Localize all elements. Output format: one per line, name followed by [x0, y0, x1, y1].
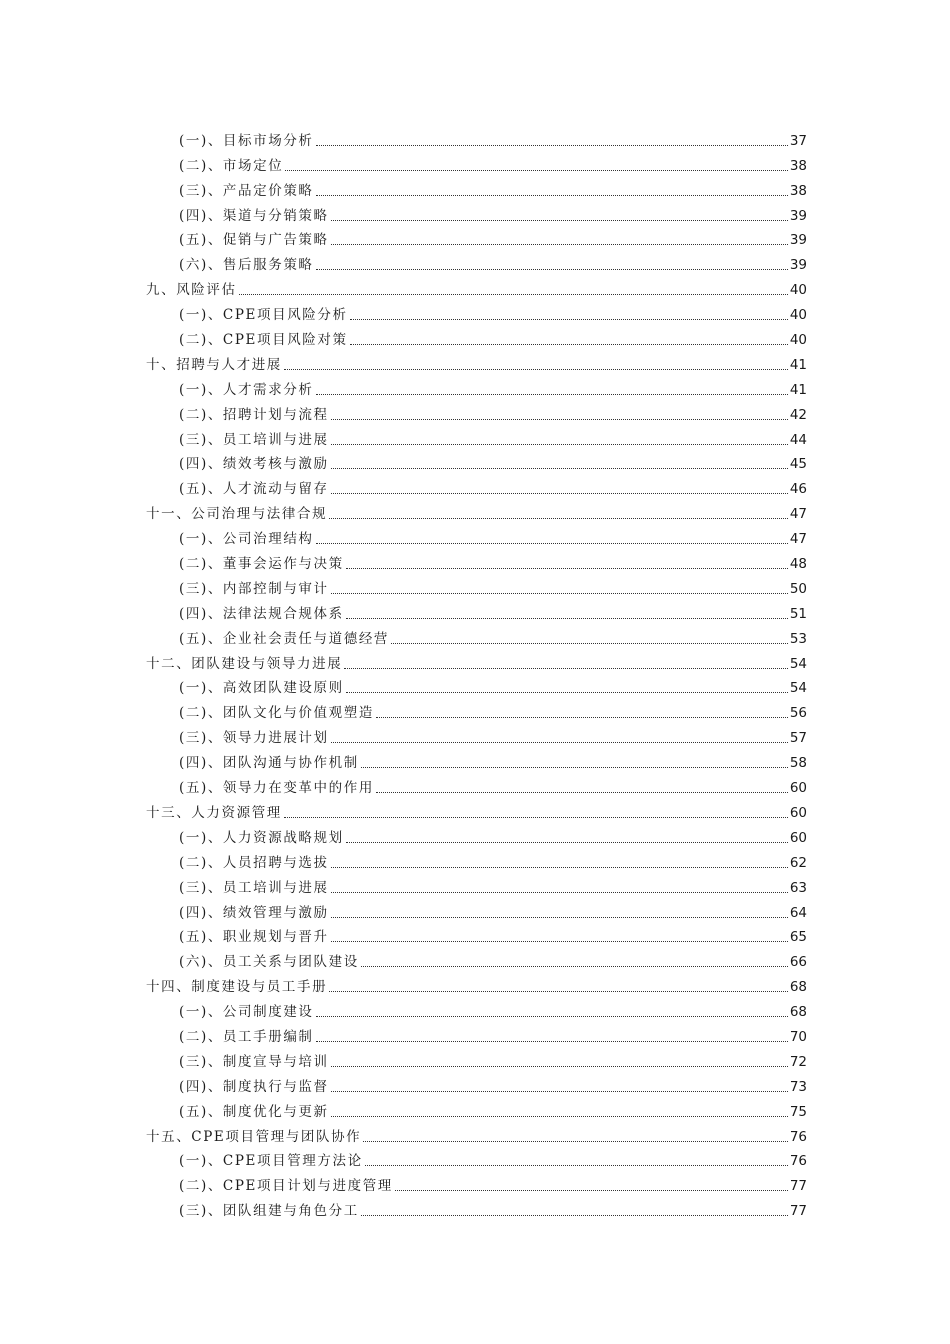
toc-entry-label: (一)、目标市场分析: [179, 132, 314, 149]
toc-section-entry[interactable]: [0, 946, 807, 971]
toc-entry-label: (二)、员工手册编制: [179, 1028, 314, 1045]
toc-page-number: 68: [789, 1004, 807, 1021]
toc-dot-leader: [331, 468, 788, 469]
toc-chapter-entry[interactable]: [0, 648, 807, 673]
toc-chapter-entry[interactable]: [0, 274, 807, 299]
toc-dot-leader: [331, 220, 788, 221]
toc-section-entry[interactable]: [0, 1071, 807, 1096]
toc-entry-label: 十四、制度建设与员工手册: [146, 979, 328, 996]
toc-section-entry[interactable]: [0, 324, 807, 349]
toc-entry-label: (五)、职业规划与晋升: [179, 929, 329, 946]
toc-dot-leader: [316, 269, 788, 270]
toc-dot-leader: [316, 195, 788, 196]
toc-section-entry[interactable]: [0, 822, 807, 847]
toc-dot-leader: [329, 991, 788, 992]
toc-page-number: 54: [789, 680, 807, 697]
toc-page-number: 39: [789, 207, 807, 224]
toc-entry-label: (四)、渠道与分销策略: [179, 207, 329, 224]
toc-entry-label: 十二、团队建设与领导力进展: [146, 655, 343, 672]
toc-dot-leader: [361, 767, 788, 768]
toc-dot-leader: [284, 369, 788, 370]
toc-section-entry[interactable]: [0, 1096, 807, 1121]
toc-entry-label: (一)、公司治理结构: [179, 531, 314, 548]
toc-section-entry[interactable]: [0, 772, 807, 797]
toc-dot-leader: [346, 692, 788, 693]
toc-section-entry[interactable]: [0, 722, 807, 747]
toc-entry-label: (二)、市场定位: [179, 157, 284, 174]
toc-entry-label: (一)、CPE项目管理方法论: [179, 1153, 363, 1170]
toc-entry-label: (六)、员工关系与团队建设: [179, 954, 359, 971]
toc-entry-label: 十、招聘与人才进展: [146, 356, 282, 373]
toc-section-entry[interactable]: [0, 249, 807, 274]
toc-section-entry[interactable]: [0, 1170, 807, 1195]
toc-page-number: 50: [789, 580, 807, 597]
toc-section-entry[interactable]: [0, 225, 807, 250]
toc-entry-label: (一)、人才需求分析: [179, 381, 314, 398]
toc-page-number: 60: [789, 829, 807, 846]
toc-dot-leader: [361, 1215, 788, 1216]
toc-page-number: 38: [789, 182, 807, 199]
toc-entry-label: (三)、员工培训与进展: [179, 431, 329, 448]
toc-section-entry[interactable]: [0, 1195, 807, 1220]
toc-page-number: 77: [789, 1178, 807, 1195]
toc-entry-label: (五)、人才流动与留存: [179, 481, 329, 498]
toc-dot-leader: [331, 941, 788, 942]
toc-page-number: 56: [789, 705, 807, 722]
toc-section-entry[interactable]: [0, 673, 807, 698]
toc-dot-leader: [331, 1066, 788, 1067]
toc-entry-label: (三)、制度宣导与培训: [179, 1053, 329, 1070]
toc-entry-label: (一)、高效团队建设原则: [179, 680, 344, 697]
toc-section-entry[interactable]: [0, 1046, 807, 1071]
toc-entry-label: 十一、公司治理与法律合规: [146, 506, 328, 523]
toc-section-entry[interactable]: [0, 697, 807, 722]
toc-section-entry[interactable]: [0, 374, 807, 399]
toc-section-entry[interactable]: [0, 922, 807, 947]
toc-chapter-entry[interactable]: [0, 498, 807, 523]
toc-entry-label: (五)、领导力在变革中的作用: [179, 780, 374, 797]
toc-page-number: 70: [789, 1028, 807, 1045]
toc-dot-leader: [284, 817, 788, 818]
toc-page-number: 73: [789, 1078, 807, 1095]
toc-page-number: 57: [789, 730, 807, 747]
toc-dot-leader: [376, 792, 788, 793]
toc-section-entry[interactable]: [0, 548, 807, 573]
toc-dot-leader: [391, 643, 788, 644]
toc-page-number: 41: [789, 381, 807, 398]
toc-page-number: 40: [789, 282, 807, 299]
toc-entry-label: (三)、员工培训与进展: [179, 879, 329, 896]
toc-page-number: 41: [789, 356, 807, 373]
toc-dot-leader: [361, 966, 788, 967]
toc-dot-leader: [329, 518, 788, 519]
toc-dot-leader: [331, 593, 788, 594]
toc-dot-leader: [239, 294, 788, 295]
toc-entry-label: (五)、企业社会责任与道德经营: [179, 630, 390, 647]
toc-entry-label: (一)、公司制度建设: [179, 1004, 314, 1021]
toc-page-number: 37: [789, 132, 807, 149]
toc-entry-label: (二)、CPE项目风险对策: [179, 332, 348, 349]
toc-entry-label: (四)、绩效管理与激励: [179, 904, 329, 921]
toc-entry-label: (一)、人力资源战略规划: [179, 829, 344, 846]
toc-dot-leader: [331, 244, 788, 245]
toc-page-number: 39: [789, 257, 807, 274]
toc-dot-leader: [346, 618, 788, 619]
toc-entry-label: (四)、法律法规合规体系: [179, 605, 344, 622]
toc-dot-leader: [331, 1091, 788, 1092]
toc-dot-leader: [331, 444, 788, 445]
toc-page-number: 63: [789, 879, 807, 896]
toc-page-number: 66: [789, 954, 807, 971]
toc-dot-leader: [316, 543, 788, 544]
toc-page-number: 47: [789, 506, 807, 523]
toc-dot-leader: [376, 717, 788, 718]
toc-dot-leader: [346, 568, 788, 569]
toc-section-entry[interactable]: [0, 573, 807, 598]
toc-section-entry[interactable]: [0, 150, 807, 175]
toc-page-number: 77: [789, 1203, 807, 1220]
toc-dot-leader: [346, 842, 788, 843]
toc-section-entry[interactable]: [0, 872, 807, 897]
toc-dot-leader: [331, 917, 788, 918]
toc-entry-label: (三)、产品定价策略: [179, 182, 314, 199]
toc-section-entry[interactable]: [0, 473, 807, 498]
toc-entry-label: (三)、内部控制与审计: [179, 580, 329, 597]
toc-section-entry[interactable]: [0, 847, 807, 872]
toc-page-number: 60: [789, 780, 807, 797]
toc-page-number: 65: [789, 929, 807, 946]
toc-chapter-entry[interactable]: [0, 971, 807, 996]
toc-page-number: 39: [789, 232, 807, 249]
toc-dot-leader: [316, 394, 788, 395]
toc-dot-leader: [331, 419, 788, 420]
toc-entry-label: (三)、领导力进展计划: [179, 730, 329, 747]
toc-page-number: 48: [789, 556, 807, 573]
toc-page-number: 68: [789, 979, 807, 996]
toc-section-entry[interactable]: [0, 399, 807, 424]
toc-dot-leader: [285, 170, 787, 171]
toc-dot-leader: [316, 1041, 788, 1042]
toc-entry-label: (五)、制度优化与更新: [179, 1103, 329, 1120]
toc-section-entry[interactable]: [0, 747, 807, 772]
toc-page-number: 76: [789, 1128, 807, 1145]
toc-entry-label: (二)、人员招聘与选拔: [179, 854, 329, 871]
table-of-contents: [0, 125, 950, 1220]
toc-page-number: 53: [789, 630, 807, 647]
toc-entry-label: (六)、售后服务策略: [179, 257, 314, 274]
toc-dot-leader: [331, 892, 788, 893]
toc-page-number: 38: [789, 157, 807, 174]
toc-page-number: 64: [789, 904, 807, 921]
toc-dot-leader: [365, 1165, 788, 1166]
toc-section-entry[interactable]: [0, 897, 807, 922]
toc-section-entry[interactable]: [0, 200, 807, 225]
toc-entry-label: (四)、绩效考核与激励: [179, 456, 329, 473]
toc-dot-leader: [331, 742, 788, 743]
toc-page-number: 62: [789, 854, 807, 871]
toc-section-entry[interactable]: [0, 1021, 807, 1046]
toc-section-entry[interactable]: [0, 598, 807, 623]
toc-page-number: 54: [789, 655, 807, 672]
toc-dot-leader: [395, 1190, 788, 1191]
toc-entry-label: 十三、人力资源管理: [146, 804, 282, 821]
toc-page-number: 72: [789, 1053, 807, 1070]
toc-page-number: 58: [789, 755, 807, 772]
toc-section-entry[interactable]: [0, 125, 807, 150]
toc-section-entry[interactable]: [0, 449, 807, 474]
toc-entry-label: (二)、团队文化与价值观塑造: [179, 705, 374, 722]
toc-entry-label: (三)、团队组建与角色分工: [179, 1203, 359, 1220]
toc-section-entry[interactable]: [0, 299, 807, 324]
toc-chapter-entry[interactable]: [0, 1121, 807, 1146]
toc-dot-leader: [331, 1116, 788, 1117]
toc-page-number: 75: [789, 1103, 807, 1120]
toc-page-number: 40: [789, 307, 807, 324]
toc-dot-leader: [350, 319, 788, 320]
toc-entry-label: (四)、团队沟通与协作机制: [179, 755, 359, 772]
toc-page-number: 51: [789, 605, 807, 622]
toc-dot-leader: [363, 1141, 788, 1142]
toc-section-entry[interactable]: [0, 623, 807, 648]
toc-entry-label: (五)、促销与广告策略: [179, 232, 329, 249]
toc-entry-label: (二)、招聘计划与流程: [179, 406, 329, 423]
toc-entry-label: (二)、董事会运作与决策: [179, 556, 344, 573]
toc-page-number: 44: [789, 431, 807, 448]
toc-section-entry[interactable]: [0, 175, 807, 200]
toc-chapter-entry[interactable]: [0, 349, 807, 374]
toc-dot-leader: [316, 145, 788, 146]
toc-section-entry[interactable]: [0, 424, 807, 449]
toc-section-entry[interactable]: [0, 523, 807, 548]
toc-page-number: 42: [789, 406, 807, 423]
toc-section-entry[interactable]: [0, 1146, 807, 1171]
toc-entry-label: (四)、制度执行与监督: [179, 1078, 329, 1095]
toc-page-number: 46: [789, 481, 807, 498]
toc-dot-leader: [344, 668, 788, 669]
toc-dot-leader: [316, 1016, 788, 1017]
toc-page-number: 60: [789, 804, 807, 821]
toc-entry-label: (一)、CPE项目风险分析: [179, 307, 348, 324]
toc-dot-leader: [331, 493, 788, 494]
toc-chapter-entry[interactable]: [0, 797, 807, 822]
toc-entry-label: (二)、CPE项目计划与进度管理: [179, 1178, 393, 1195]
toc-entry-label: 十五、CPE项目管理与团队协作: [146, 1128, 362, 1145]
toc-page-number: 40: [789, 332, 807, 349]
toc-dot-leader: [331, 867, 788, 868]
toc-entry-label: 九、风险评估: [146, 282, 237, 299]
toc-page-number: 45: [789, 456, 807, 473]
toc-page-number: 76: [789, 1153, 807, 1170]
toc-page-number: 47: [789, 531, 807, 548]
toc-section-entry[interactable]: [0, 996, 807, 1021]
toc-dot-leader: [350, 344, 788, 345]
